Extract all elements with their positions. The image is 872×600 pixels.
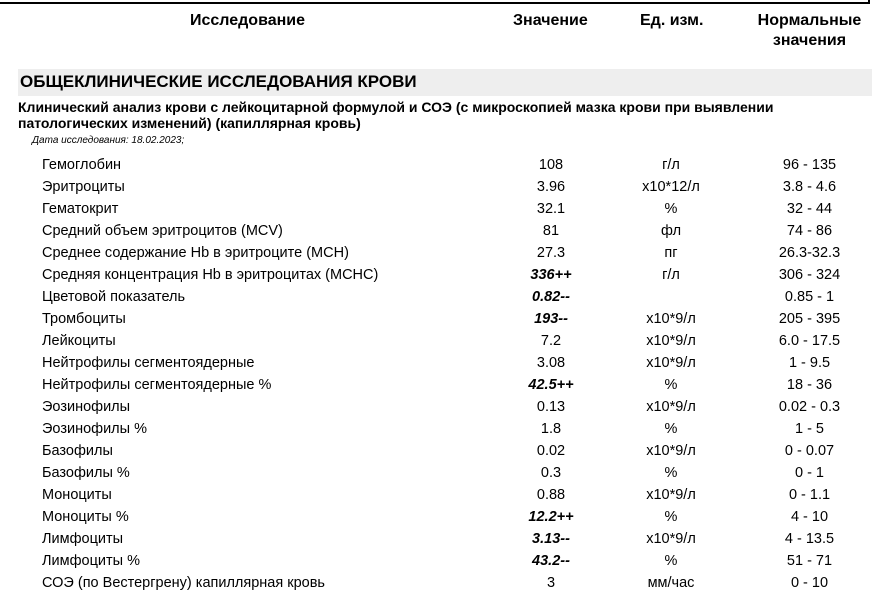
result-name: Тромбоциты [42, 311, 126, 327]
result-row [0, 264, 872, 286]
result-value: 3.13-- [532, 531, 570, 547]
result-unit: % [664, 377, 678, 393]
result-row [0, 550, 872, 572]
result-normal-range: 32 - 44 [786, 201, 833, 217]
column-header-value: Значение [513, 12, 588, 29]
result-unit: x10*9/л [646, 311, 696, 327]
result-value: 0.3 [540, 465, 562, 481]
result-row [0, 528, 872, 550]
result-unit: x10*9/л [646, 531, 696, 547]
result-normal-range: 4 - 10 [790, 509, 829, 525]
result-row [0, 308, 872, 330]
result-value: 0.13 [536, 399, 566, 415]
result-name: Гематокрит [42, 201, 119, 217]
result-unit: % [664, 553, 678, 569]
result-name: Эритроциты [42, 179, 125, 195]
result-value: 3 [546, 575, 556, 591]
result-unit: мм/час [647, 575, 695, 591]
column-header-normal-values-line1: Нормальные [757, 12, 862, 29]
result-value: 7.2 [540, 333, 562, 349]
result-unit: % [664, 201, 678, 217]
result-normal-range: 306 - 324 [778, 267, 841, 283]
result-normal-range: 18 - 36 [786, 377, 833, 393]
result-normal-range: 205 - 395 [778, 311, 841, 327]
result-normal-range: 1 - 9.5 [788, 355, 831, 371]
result-name: Средняя концентрация Hb в эритроцитах (MCHC) [42, 267, 379, 283]
result-value: 1.8 [540, 421, 562, 437]
result-row [0, 242, 872, 264]
result-unit: x10*9/л [646, 355, 696, 371]
column-header-unit: Ед. изм. [640, 12, 704, 29]
result-name: Эозинофилы % [42, 421, 147, 437]
result-unit: г/л [662, 157, 680, 173]
result-row [0, 418, 872, 440]
result-normal-range: 0.85 - 1 [784, 289, 835, 305]
result-value: 0.82-- [532, 289, 570, 305]
study-date: Дата исследования: 18.02.2023; [32, 135, 185, 146]
result-normal-range: 51 - 71 [786, 553, 833, 569]
result-value: 42.5++ [528, 377, 574, 393]
result-unit: г/л [662, 267, 680, 283]
column-header-normal-values [752, 11, 867, 51]
result-normal-range: 4 - 13.5 [784, 531, 835, 547]
result-name: Средний объем эритроцитов (MCV) [42, 223, 283, 239]
result-normal-range: 1 - 5 [794, 421, 824, 437]
result-unit: % [664, 465, 678, 481]
result-unit: x10*9/л [646, 399, 696, 415]
result-normal-range: 0 - 1 [794, 465, 824, 481]
result-unit: x10*12/л [642, 179, 700, 195]
result-value: 0.02 [536, 443, 566, 459]
result-unit: % [664, 421, 678, 437]
column-header-study: Исследование [190, 12, 305, 29]
result-value: 3.96 [536, 179, 566, 195]
result-unit: x10*9/л [646, 333, 696, 349]
result-name: Лейкоциты [42, 333, 116, 349]
result-name: Моноциты % [42, 509, 129, 525]
result-row [0, 198, 872, 220]
result-unit: пг [664, 245, 678, 261]
result-name: Цветовой показатель [42, 289, 186, 305]
result-name: Нейтрофилы сегментоядерные % [42, 377, 272, 393]
result-name: Базофилы % [42, 465, 130, 481]
result-value: 27.3 [536, 245, 566, 261]
result-row [0, 220, 872, 242]
result-row [0, 506, 872, 528]
test-panel-title: Клинический анализ крови с лейкоцитарной формулой и СОЭ (с микроскопией мазка крови при выявлении патологических изменений) (капиллярная кровь) [18, 99, 774, 131]
result-name: Моноциты [42, 487, 112, 503]
result-unit: x10*9/л [646, 443, 696, 459]
result-normal-range: 26.3-32.3 [778, 245, 841, 261]
result-name: Среднее содержание Hb в эритроците (MCH) [42, 245, 349, 261]
result-value: 193-- [534, 311, 568, 327]
result-name: Нейтрофилы сегментоядерные [42, 355, 255, 371]
result-normal-range: 0 - 0.07 [784, 443, 835, 459]
result-normal-range: 96 - 135 [782, 157, 837, 173]
result-row [0, 154, 872, 176]
result-value: 43.2-- [532, 553, 570, 569]
result-name: Эозинофилы [42, 399, 131, 415]
result-normal-range: 0 - 10 [790, 575, 829, 591]
result-row [0, 572, 872, 594]
result-normal-range: 3.8 - 4.6 [782, 179, 837, 195]
result-row [0, 330, 872, 352]
result-value: 12.2++ [528, 509, 574, 525]
result-normal-range: 6.0 - 17.5 [778, 333, 841, 349]
result-name: Лимфоциты [42, 531, 124, 547]
result-name: Базофилы [42, 443, 113, 459]
result-row [0, 396, 872, 418]
result-value: 81 [542, 223, 560, 239]
section-title: ОБЩЕКЛИНИЧЕСКИЕ ИССЛЕДОВАНИЯ КРОВИ [18, 69, 872, 96]
result-value: 3.08 [536, 355, 566, 371]
result-normal-range: 0 - 1.1 [788, 487, 831, 503]
result-unit: % [664, 509, 678, 525]
result-row [0, 352, 872, 374]
result-row [0, 462, 872, 484]
result-value: 0.88 [536, 487, 566, 503]
results-table [0, 154, 872, 594]
result-normal-range: 74 - 86 [786, 223, 833, 239]
result-unit: x10*9/л [646, 487, 696, 503]
result-value: 336++ [530, 267, 572, 283]
result-value: 108 [538, 157, 564, 173]
result-row [0, 484, 872, 506]
result-row [0, 176, 872, 198]
result-name: СОЭ (по Вестергрену) капиллярная кровь [42, 575, 325, 591]
result-unit: фл [660, 223, 682, 239]
result-normal-range: 0.02 - 0.3 [778, 399, 841, 415]
result-row [0, 440, 872, 462]
result-name: Лимфоциты % [42, 553, 140, 569]
result-row [0, 374, 872, 396]
column-header-normal-values-line2: значения [772, 32, 847, 49]
result-row [0, 286, 872, 308]
result-name: Гемоглобин [42, 157, 122, 173]
result-value: 32.1 [536, 201, 566, 217]
top-border-line [0, 0, 870, 4]
